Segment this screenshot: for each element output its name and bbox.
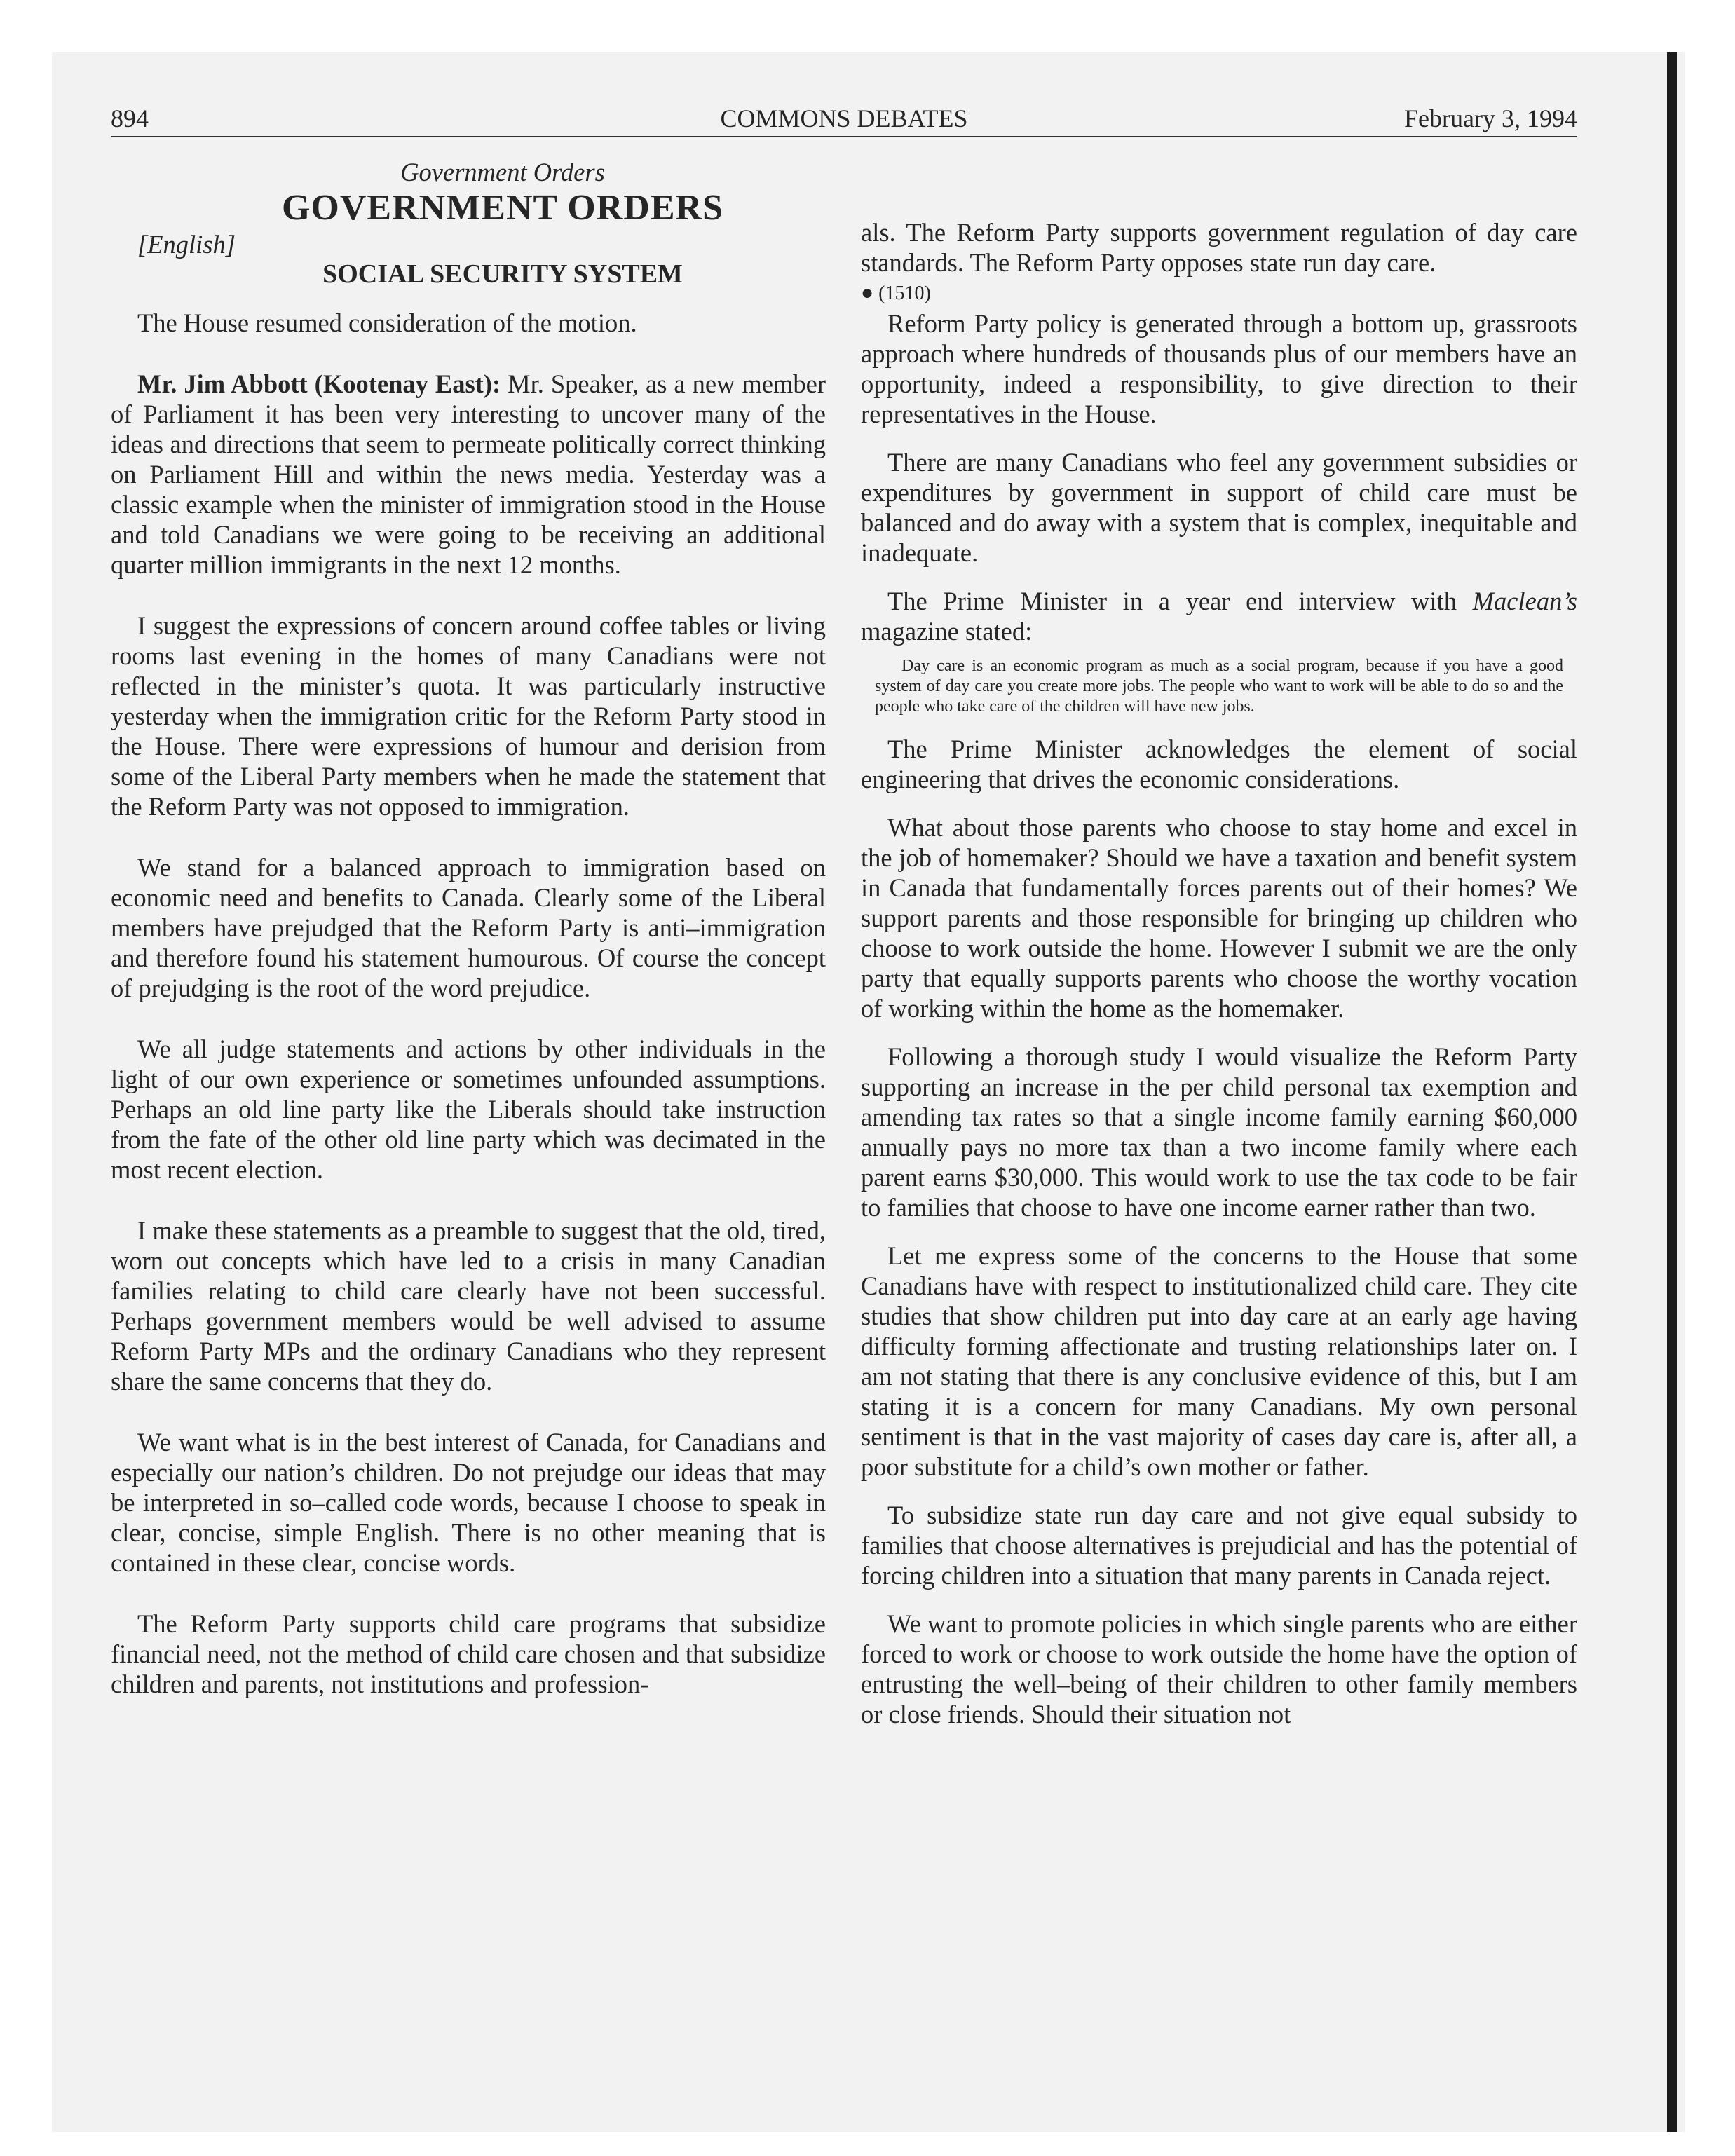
- page-edge-shadow: [1667, 52, 1677, 2132]
- page-number: 894: [111, 104, 149, 132]
- publication-title: COMMONS DEBATES: [720, 104, 968, 132]
- bullet-icon: ●: [861, 281, 874, 304]
- speech-paragraph: We want what is in the best interest of Canada, for Canadians and especially our nation’s children. Do not prejudge our ideas that may be interpreted in so–called code words, because I choose to speak in clear, concise, simple English. There is no other meaning that is contained in these clear, concise words.: [111, 1428, 826, 1577]
- speech-paragraph: We stand for a balanced approach to immigration based on economic need and benefits to Canada. Clearly some of the Liberal members have prejudged that the Reform Party is anti–immigration and therefore found his statement humourous. Of course the concept of prejudging is the root of the word prejudice.: [111, 853, 826, 1002]
- header-rule: [111, 136, 1577, 137]
- speaker-name: Mr. Jim Abbott (Kootenay East):: [137, 369, 501, 398]
- speech-text: Mr. Speaker, as a new member of Parliament it has been very interesting to uncover many of the ideas and directions that seem to permeate politically correct thinking on Parliament Hill and within the news media. Yesterday was a classic example when the minister of immigration stood in the House and told Canadians we were going to be receiving an additional quarter million immigrants in the next 12 months.: [111, 369, 826, 579]
- speech-paragraph: als. The Reform Party supports government regulation of day care standards. The Reform Party opposes state run day care.: [861, 218, 1577, 277]
- speech-paragraph: I make these statements as a preamble to suggest that the old, tired, worn out concepts which have led to a crisis in many Canadian families relating to child care clearly have not been successful. Perhaps government members would be well advised to assume Reform Party MPs and the ordinary Canadians who they represent share the same concerns that they do.: [111, 1216, 826, 1396]
- section-title: GOVERNMENT ORDERS: [281, 188, 723, 228]
- resumption-line: The House resumed consideration of the motion.: [137, 308, 637, 337]
- subject-title: SOCIAL SECURITY SYSTEM: [322, 259, 683, 289]
- page: [52, 52, 1685, 2132]
- speech-paragraph: We all judge statements and actions by other individuals in the light of our own experience or sometimes unfounded assumptions. Perhaps an old line party like the Liberals should take instruction from the fate of the other old line party which was decimated in the most recent election.: [111, 1035, 826, 1184]
- speech-paragraph: We want to promote policies in which single parents who are either forced to work or choose to work outside the home have the option of entrusting the well–being of their children to other family members or close friends. Should their situation not: [861, 1609, 1577, 1728]
- speech-paragraph: Following a thorough study I would visualize the Reform Party supporting an increase in the per child personal tax exemption and amending tax rates so that a single income family earning $60,000 annually pays no more tax than a two income family where each parent earns $30,000. This would work to use the tax code to be fair to families that choose to have one income earner rather than two.: [861, 1042, 1577, 1222]
- magazine-name: Maclean’s: [1472, 587, 1577, 615]
- speech-paragraph: [111, 369, 826, 580]
- speech-paragraph: To subsidize state run day care and not give equal subsidy to families that choose alternatives is prejudicial and has the potential of forcing children into a situation that many parents in Canada reject.: [861, 1501, 1577, 1590]
- speech-paragraph: The Reform Party supports child care programs that subsidize financial need, not the method of child care chosen and that subsidize children and parents, not institutions and profession-: [111, 1609, 826, 1698]
- speech-paragraph: I suggest the expressions of concern around coffee tables or living rooms last evening in the homes of many Canadians were not reflected in the minister’s quota. It was particularly instructive yesterday when the immigration critic for the Reform Party stood in the House. There were expressions of humour and derision from some of the Liberal Party members when he made the statement that the Reform Party was not opposed to immigration.: [111, 611, 826, 821]
- block-quote: Day care is an economic program as much as a social program, because if you have a good system of day care you create more jobs. The people who want to work will be able to do so and the people who take care of the children will have new jobs.: [875, 657, 1563, 716]
- speech-paragraph: The Prime Minister acknowledges the element of social engineering that drives the economic considerations.: [861, 735, 1577, 793]
- speech-paragraph: There are many Canadians who feel any government subsidies or expenditures by government in support of child care must be balanced and do away with a system that is complex, inequitable and inadequate.: [861, 448, 1577, 567]
- speech-paragraph: Reform Party policy is generated through a bottom up, grassroots approach where hundreds of thousands plus of our members have an opportunity, indeed a responsibility, to give direction to their representatives in the House.: [861, 309, 1577, 428]
- right-column: [861, 217, 1577, 1729]
- speech-text: The Prime Minister in a year end interview with: [887, 587, 1473, 615]
- speech-text: magazine stated:: [861, 617, 1033, 646]
- time-value: (1510): [878, 282, 931, 304]
- time-stamp: [861, 278, 1577, 308]
- speech-paragraph: Let me express some of the concerns to the House that some Canadians have with respect to institutionalized child care. They cite studies that show children put into day care at an early age having difficulty forming affectionate and trusting relationships later on. I am not stating that there is any conclusive evidence of this, but I am stating it is a concern for many Canadians. My own personal sentiment is that in the vast majority of cases day care is, after all, a poor substitute for a child’s own mother or father.: [861, 1241, 1577, 1481]
- publication-date: February 3, 1994: [1404, 104, 1577, 132]
- page-header: [111, 98, 1577, 140]
- speech-paragraph: What about those parents who choose to stay home and excel in the job of homemaker? Should we have a taxation and benefit system in Canada that fundamentally forces parents out of their homes? We support parents and those responsible for bringing up children who choose to work outside the home. However I submit we are the only party that equally supports parents who choose the worthy vocation of working within the home as the homemaker.: [861, 813, 1577, 1023]
- language-tag: [English]: [137, 230, 236, 259]
- left-column: [111, 157, 826, 1699]
- speech-paragraph: [861, 586, 1577, 646]
- running-head: Government Orders: [400, 158, 605, 186]
